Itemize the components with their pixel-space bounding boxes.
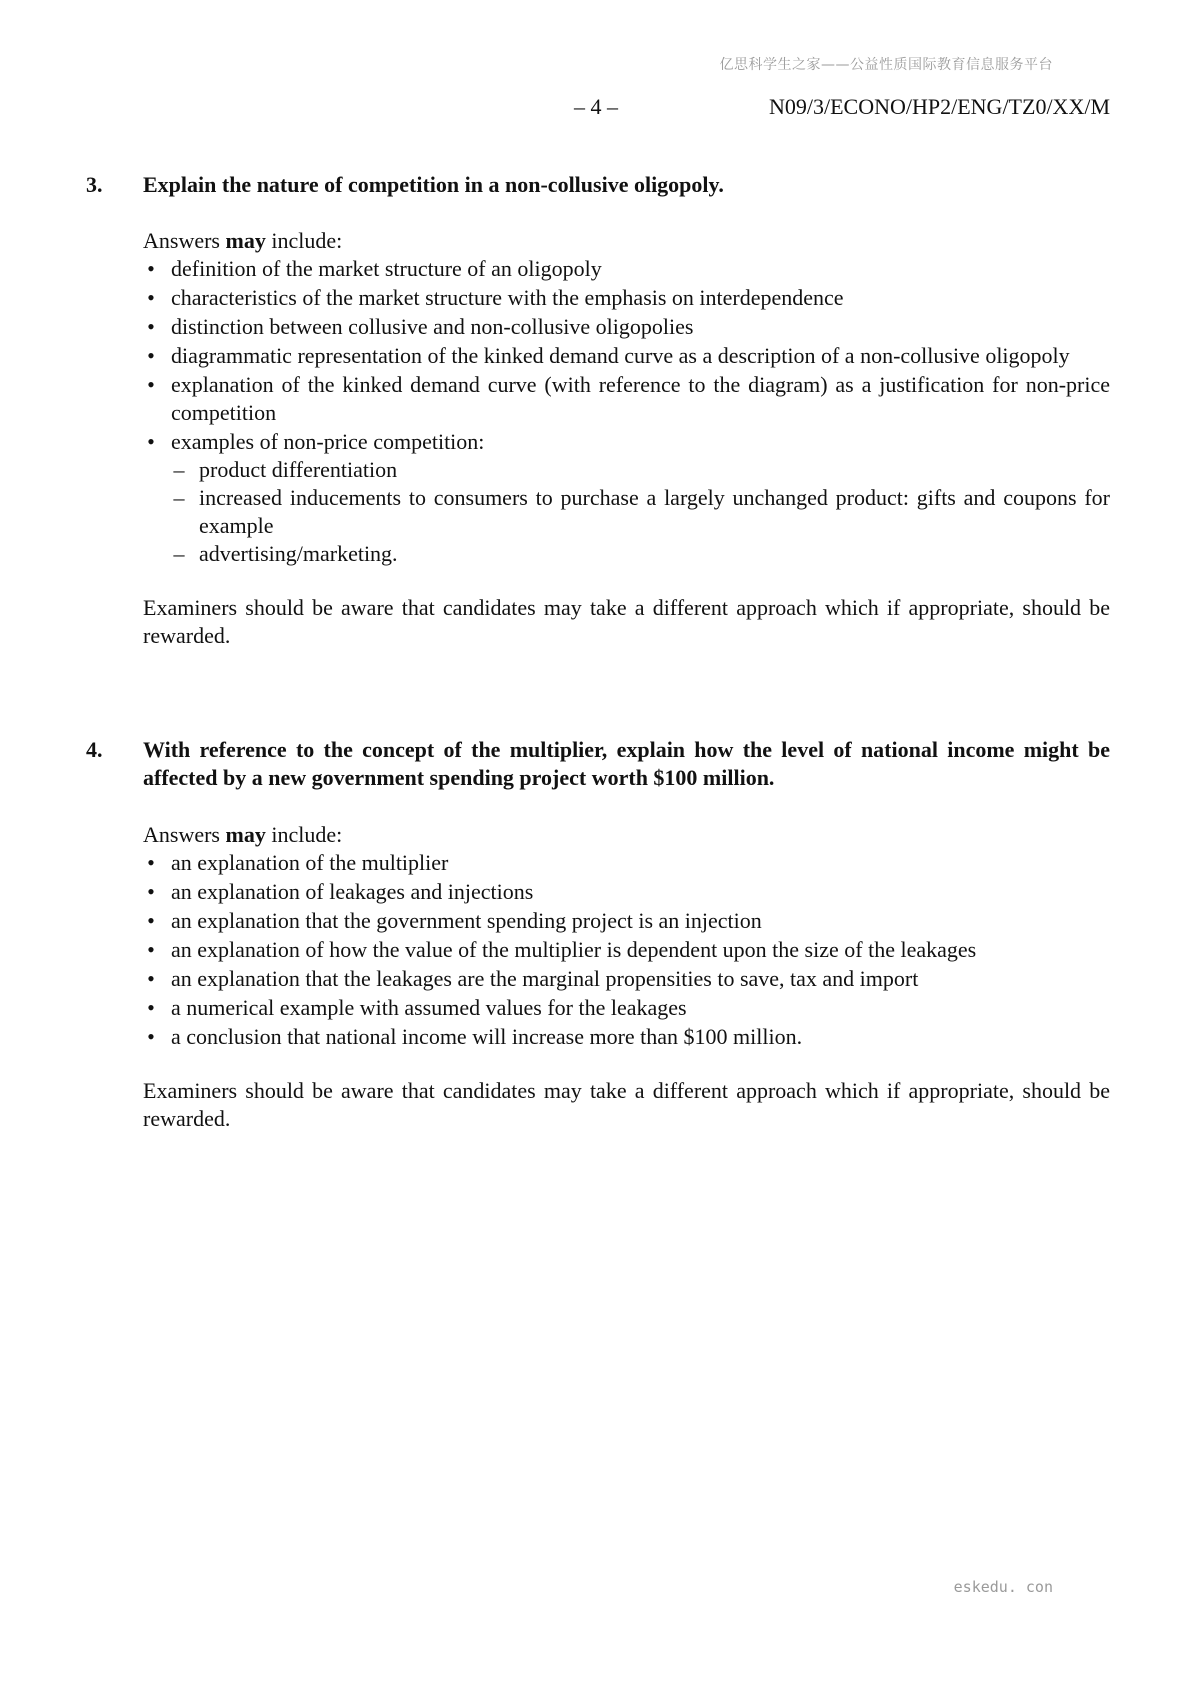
list-item: [143, 994, 1110, 1022]
list-item-text: diagrammatic representation of the kinked demand curve as a description of a non-collusive oligopoly: [171, 343, 1070, 368]
question-title: With reference to the concept of the multiplier, explain how the level of national income might be affected by a new government spending project worth $100 million.: [143, 737, 1110, 790]
dash-icon: –: [173, 485, 185, 510]
list-item: [143, 342, 1110, 370]
list-item-text: distinction between collusive and non-collusive oligopolies: [171, 314, 694, 339]
watermark-header: 亿思科学生之家——公益性质国际教育信息服务平台: [719, 57, 1053, 73]
sub-list-item: [171, 456, 1110, 484]
bullet-icon: •: [147, 995, 155, 1020]
list-item: [143, 907, 1110, 935]
sub-list-item: [171, 540, 1110, 568]
intro-prefix: Answers: [143, 228, 226, 253]
list-item-text: an explanation that the government spending project is an injection: [171, 908, 762, 933]
list-item: [143, 936, 1110, 964]
list-item-text: an explanation that the leakages are the marginal propensities to save, tax and import: [171, 966, 919, 991]
bullet-icon: •: [147, 850, 155, 875]
list-item: [143, 371, 1110, 427]
sub-list-item: [171, 484, 1110, 540]
bullet-icon: •: [147, 314, 155, 339]
examiner-note: Examiners should be aware that candidates may take a different approach which if appropriate, should be rewarded.: [143, 595, 1110, 648]
list-item-text: examples of non-price competition:: [171, 429, 485, 454]
bullet-icon: •: [147, 1024, 155, 1049]
question-title: Explain the nature of competition in a non-collusive oligopoly.: [143, 172, 724, 197]
bullet-list: [143, 849, 1110, 1051]
list-item-text: a conclusion that national income will increase more than $100 million.: [171, 1024, 803, 1049]
bullet-icon: •: [147, 937, 155, 962]
list-item: [143, 878, 1110, 906]
list-item: [143, 313, 1110, 341]
answers-intro: [143, 821, 1110, 849]
examiner-note: Examiners should be aware that candidates may take a different approach which if appropriate, should be rewarded.: [143, 1078, 1110, 1131]
bullet-icon: •: [147, 966, 155, 991]
list-item: [143, 849, 1110, 877]
list-item: [143, 428, 1110, 568]
list-item: [143, 284, 1110, 312]
bullet-icon: •: [147, 343, 155, 368]
watermark-footer: eskedu. con: [953, 1578, 1053, 1596]
list-item-text: explanation of the kinked demand curve (with reference to the diagram) as a justification for non-price competition: [171, 372, 1110, 425]
bullet-list: [143, 255, 1110, 568]
intro-emphasis: may: [225, 228, 266, 253]
list-item-text: an explanation of the multiplier: [171, 850, 449, 875]
sub-bullet-list: [171, 456, 1110, 568]
bullet-icon: •: [147, 879, 155, 904]
sub-list-item-text: increased inducements to consumers to purchase a largely unchanged product: gifts and coupons for example: [199, 485, 1110, 538]
intro-suffix: include:: [265, 228, 343, 253]
answer-section: [143, 227, 1110, 650]
list-item-text: a numerical example with assumed values for the leakages: [171, 995, 687, 1020]
sub-list-item-text: advertising/marketing.: [199, 541, 398, 566]
dash-icon: –: [173, 541, 185, 566]
answer-section: [143, 821, 1110, 1133]
list-item-text: characteristics of the market structure with the emphasis on interdependence: [171, 285, 844, 310]
bullet-icon: •: [147, 429, 155, 454]
dash-icon: –: [173, 457, 185, 482]
list-item-text: an explanation of leakages and injections: [171, 879, 534, 904]
question-number: 3.: [86, 172, 103, 197]
list-item-text: definition of the market structure of an oligopoly: [171, 256, 602, 281]
intro-suffix: include:: [265, 822, 343, 847]
intro-prefix: Answers: [143, 822, 226, 847]
list-item: [143, 255, 1110, 283]
answers-intro: [143, 227, 1110, 255]
bullet-icon: •: [147, 372, 155, 397]
list-item: [143, 965, 1110, 993]
question-number: 4.: [86, 737, 103, 762]
page-number: – 4 –: [574, 94, 618, 119]
list-item: [143, 1023, 1110, 1051]
bullet-icon: •: [147, 908, 155, 933]
intro-emphasis: may: [225, 822, 266, 847]
bullet-icon: •: [147, 285, 155, 310]
sub-list-item-text: product differentiation: [199, 457, 398, 482]
document-code: N09/3/ECONO/HP2/ENG/TZ0/XX/M: [769, 94, 1110, 119]
list-item-text: an explanation of how the value of the multiplier is dependent upon the size of the leakages: [171, 937, 977, 962]
bullet-icon: •: [147, 256, 155, 281]
